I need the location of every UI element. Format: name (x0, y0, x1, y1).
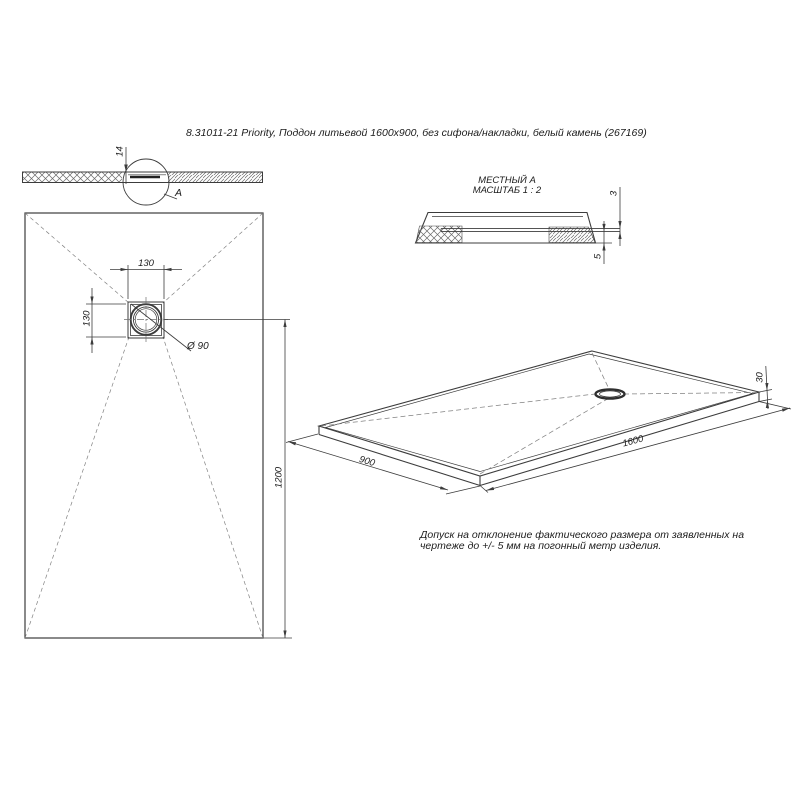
tolerance-note (420, 530, 750, 552)
dim-30-label: 30 (754, 372, 766, 383)
dim-1600-label: 1600 (621, 433, 645, 450)
dim-3-label: 3 (608, 190, 619, 197)
plan-view (25, 213, 292, 638)
dim-900-label: 900 (357, 453, 377, 470)
dim-130-top-label: 130 (138, 257, 154, 269)
isometric-view (286, 351, 791, 494)
dim-1200-label: 1200 (273, 466, 284, 488)
local-detail-header (427, 176, 587, 196)
dim-130-left-label: 130 (81, 310, 93, 327)
plan-slope-lines (25, 213, 263, 638)
diameter-leader (131, 304, 191, 351)
section-strip-view (23, 147, 263, 205)
drain-diameter-label: Ø 90 (187, 341, 209, 352)
dim-14-label: 14 (114, 146, 125, 157)
local-detail-name: МЕСТНЫЙ А (478, 175, 536, 186)
tolerance-note-line1: Допуск на отклонение фактического размера от заявленных на (420, 529, 745, 541)
tolerance-note-line2: чертеже до +/- 5 мм на погонный метр изделия. (420, 540, 662, 553)
plan-drain (124, 297, 191, 351)
dim-130-top-lines (110, 265, 182, 299)
local-detail-scale: МАСШТАБ 1 : 2 (472, 185, 542, 196)
detail-callout-label: A (175, 187, 183, 199)
dim-5-label: 5 (592, 253, 603, 259)
iso-drain (595, 389, 625, 398)
local-detail-view (416, 187, 622, 264)
drawing-title: 8.31011-21 Priority, Поддон литьевой 1600x900, без сифона/накладки, белый камень (267169) (186, 127, 647, 139)
